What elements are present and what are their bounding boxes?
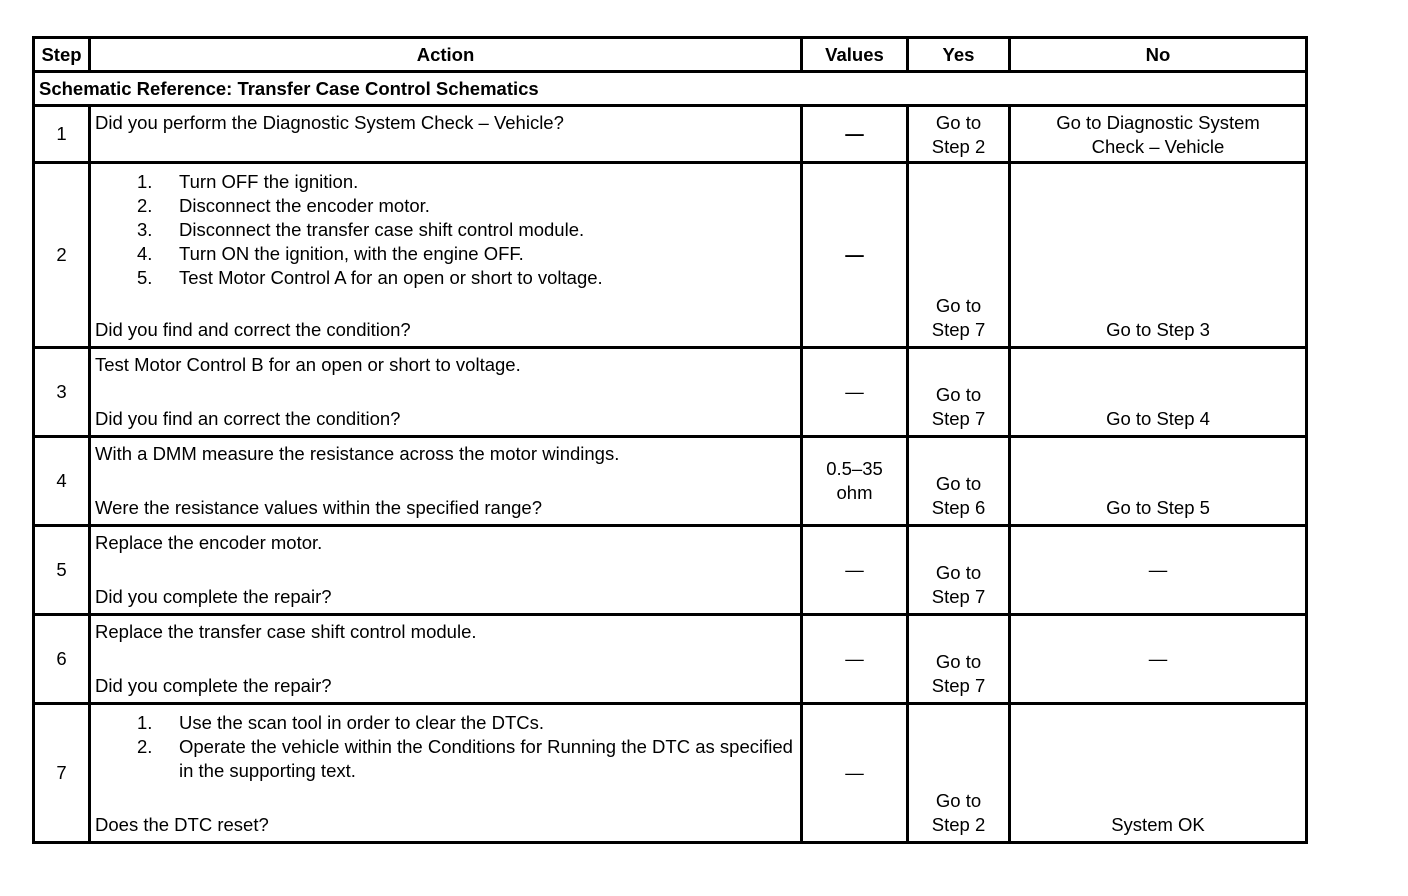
action-question: Did you complete the repair? xyxy=(95,675,332,696)
action-question: Were the resistance values within the specified range? xyxy=(95,497,542,518)
action-text: Test Motor Control B for an open or short to voltage. xyxy=(95,354,521,375)
header-row xyxy=(35,39,1308,73)
action-list xyxy=(95,170,794,290)
value-cell: — xyxy=(803,527,909,616)
step-number: 5 xyxy=(35,527,91,616)
list-item: 3. Disconnect the transfer case shift control module. xyxy=(137,219,585,240)
header-values: Values xyxy=(803,39,909,73)
value-cell xyxy=(803,438,909,527)
action-cell xyxy=(91,438,803,527)
no-text: — xyxy=(1148,648,1168,669)
action-cell xyxy=(91,616,803,705)
no-text-line2: Check – Vehicle xyxy=(1091,136,1225,157)
step-number: 1 xyxy=(35,107,91,164)
no-cell xyxy=(1011,705,1308,844)
no-cell xyxy=(1011,527,1308,616)
action-cell xyxy=(91,349,803,438)
value-cell: — xyxy=(803,107,909,164)
header-no: No xyxy=(1011,39,1308,73)
schematic-reference: Schematic Reference: Transfer Case Control Schematics xyxy=(35,73,1308,107)
action-question: Did you find an correct the condition? xyxy=(95,408,401,429)
table-row xyxy=(35,438,1308,527)
no-cell xyxy=(1011,616,1308,705)
yes-cell xyxy=(909,616,1011,705)
step-number: 3 xyxy=(35,349,91,438)
yes-text-line1: Go to xyxy=(935,384,982,405)
value-cell: — xyxy=(803,616,909,705)
list-item: 1. Use the scan tool in order to clear the DTCs. xyxy=(137,712,545,733)
list-item: 2. Disconnect the encoder motor. xyxy=(137,195,430,216)
yes-text-line2: Step 7 xyxy=(931,586,986,607)
action-cell xyxy=(91,705,803,844)
table-row xyxy=(35,107,1308,164)
no-text: Go to Step 5 xyxy=(1106,497,1210,518)
action-text: Did you perform the Diagnostic System Check – Vehicle? xyxy=(95,112,564,133)
step-number: 2 xyxy=(35,164,91,349)
action-question: Did you find and correct the condition? xyxy=(95,319,411,340)
action-text: With a DMM measure the resistance across the motor windings. xyxy=(95,443,620,464)
yes-text-line1: Go to xyxy=(935,651,982,672)
action-cell xyxy=(91,527,803,616)
yes-text-line1: Go to xyxy=(935,790,982,811)
action-text: Replace the transfer case shift control module. xyxy=(95,621,477,642)
yes-cell xyxy=(909,107,1011,164)
action-question: Does the DTC reset? xyxy=(95,814,269,835)
yes-text-line1: Go to xyxy=(935,562,982,583)
list-item: 2. Operate the vehicle within the Conditions for Running the DTC as specified in the supporting text. xyxy=(137,736,793,781)
table-row xyxy=(35,527,1308,616)
no-text: System OK xyxy=(1111,814,1205,835)
header-action: Action xyxy=(91,39,803,73)
no-cell xyxy=(1011,438,1308,527)
yes-text-line1: Go to xyxy=(935,295,982,316)
yes-text-line2: Step 7 xyxy=(931,675,986,696)
table-row xyxy=(35,349,1308,438)
value-text-line2: ohm xyxy=(836,482,873,503)
no-text: Go to Step 4 xyxy=(1106,408,1210,429)
yes-cell xyxy=(909,164,1011,349)
list-item: 4. Turn ON the ignition, with the engine OFF. xyxy=(137,243,524,264)
action-list xyxy=(95,711,794,783)
no-text-line1: Go to Diagnostic System xyxy=(1056,112,1260,133)
no-cell xyxy=(1011,107,1308,164)
yes-text-line2: Step 7 xyxy=(931,319,986,340)
no-text: — xyxy=(1148,559,1168,580)
list-item: 1. Turn OFF the ignition. xyxy=(137,171,359,192)
table-row xyxy=(35,616,1308,705)
yes-cell xyxy=(909,705,1011,844)
step-number: 7 xyxy=(35,705,91,844)
header-step: Step xyxy=(35,39,91,73)
diagnostic-table xyxy=(32,36,1308,844)
yes-cell xyxy=(909,438,1011,527)
action-cell xyxy=(91,164,803,349)
yes-text-line2: Step 6 xyxy=(931,497,986,518)
no-text: Go to Step 3 xyxy=(1106,319,1210,340)
yes-text-line2: Step 2 xyxy=(931,136,986,157)
action-text: Replace the encoder motor. xyxy=(95,532,323,553)
yes-cell xyxy=(909,527,1011,616)
value-cell: — xyxy=(803,349,909,438)
value-cell: — xyxy=(803,164,909,349)
action-cell xyxy=(91,107,803,164)
value-text-line1: 0.5–35 xyxy=(826,458,883,479)
step-number: 4 xyxy=(35,438,91,527)
yes-cell xyxy=(909,349,1011,438)
no-cell xyxy=(1011,164,1308,349)
yes-text-line2: Step 7 xyxy=(931,408,986,429)
list-item: 5. Test Motor Control A for an open or short to voltage. xyxy=(137,267,603,288)
schematic-row xyxy=(35,73,1308,107)
yes-text-line1: Go to xyxy=(935,112,982,133)
no-cell xyxy=(1011,349,1308,438)
table-row xyxy=(35,705,1308,844)
yes-text-line2: Step 2 xyxy=(931,814,986,835)
yes-text-line1: Go to xyxy=(935,473,982,494)
value-cell: — xyxy=(803,705,909,844)
header-yes: Yes xyxy=(909,39,1011,73)
action-question: Did you complete the repair? xyxy=(95,586,332,607)
table-row xyxy=(35,164,1308,349)
step-number: 6 xyxy=(35,616,91,705)
